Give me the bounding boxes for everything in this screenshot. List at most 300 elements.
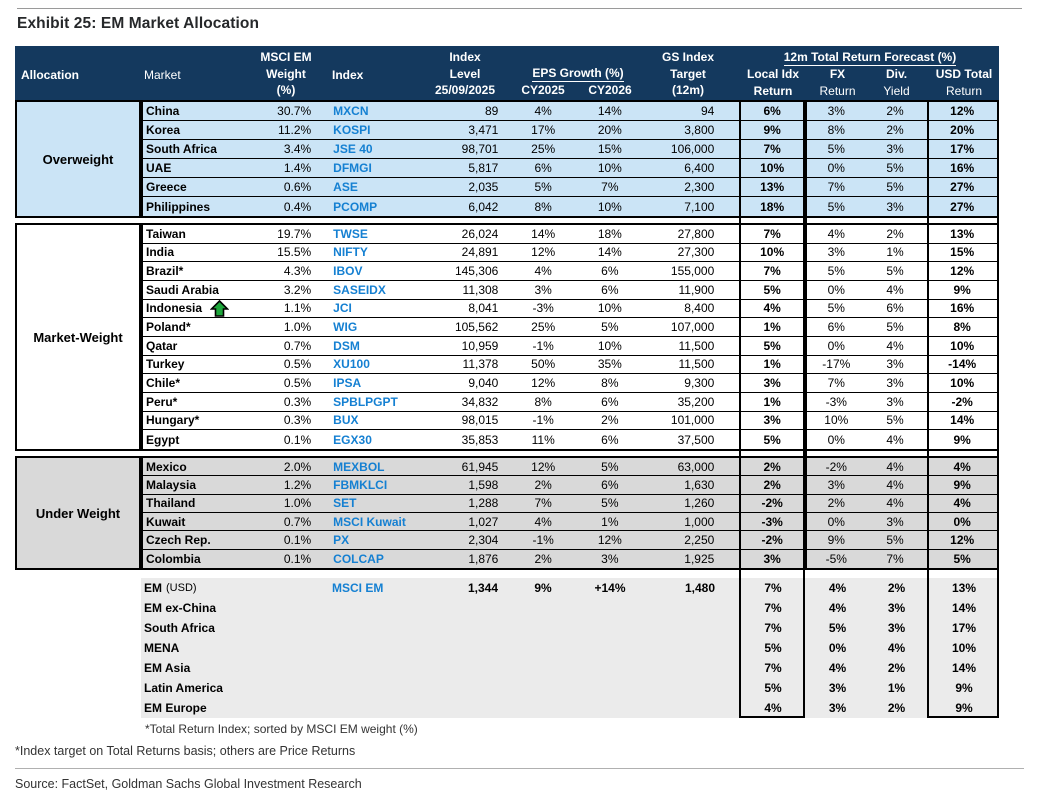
local-return-cell: 3% — [763, 413, 781, 428]
eps-cy2025-cell: 8% — [534, 199, 552, 214]
usd-return-cell: 10% — [951, 641, 977, 655]
eps-cy2026-cell: 8% — [601, 376, 619, 391]
weight-cell: 0.7% — [283, 514, 312, 529]
col-header-div: Div. Yield — [883, 67, 910, 98]
fx-return-cell: 2% — [827, 496, 845, 511]
col-header-allocation: Allocation — [21, 68, 80, 82]
eps-cy2025-cell: 4% — [534, 104, 552, 118]
fx-return-cell: 0% — [828, 641, 847, 655]
table-row — [143, 121, 997, 140]
table-row — [143, 140, 997, 159]
fx-return-cell: 4% — [827, 226, 845, 241]
gs-target-cell: 63,000 — [677, 459, 715, 474]
index-ticker-cell: SPBLPGPT — [333, 394, 398, 409]
gs-target-cell: 6,400 — [684, 161, 715, 175]
table-row — [143, 550, 997, 568]
index-level-cell: 1,344 — [467, 581, 498, 595]
usd-return-cell: 16% — [950, 161, 975, 175]
fx-return-cell: 5% — [827, 301, 845, 316]
gs-target-cell: 9,300 — [684, 376, 715, 391]
index-level-cell: 1,876 — [468, 551, 499, 566]
summary-row — [141, 658, 999, 678]
market-cell: Mexico — [146, 459, 187, 474]
index-ticker-cell: COLCAP — [333, 551, 384, 566]
usd-return-cell: 9% — [953, 432, 971, 447]
local-return-cell: 4% — [764, 701, 782, 715]
usd-return-cell: 4% — [953, 459, 971, 474]
col-header-level: Index Level 25/09/2025 — [434, 50, 496, 97]
div-yield-cell: 3% — [886, 357, 904, 372]
fx-return-cell: 3% — [827, 477, 845, 492]
table-row — [143, 374, 997, 393]
eps-cy2025-cell: 5% — [534, 180, 552, 194]
market-cell: Korea — [146, 123, 181, 137]
div-yield-cell: 3% — [887, 621, 906, 635]
allocation-label-mw: Market-Weight — [15, 223, 141, 451]
div-yield-cell: 2% — [887, 661, 906, 675]
weight-cell: 0.5% — [283, 357, 312, 372]
usd-return-cell: -2% — [951, 394, 973, 409]
gs-target-cell: 1,925 — [684, 551, 715, 566]
eps-cy2025-cell — [511, 658, 575, 678]
gs-target-cell: 106,000 — [670, 142, 715, 156]
fx-return-cell: -2% — [825, 459, 847, 474]
market-cell: China — [146, 104, 180, 118]
usd-return-cell: 14% — [950, 413, 975, 428]
fx-return-cell: 4% — [828, 581, 847, 595]
local-return-cell: 1% — [763, 357, 781, 372]
table-row — [143, 225, 997, 244]
weight-cell: 2.0% — [283, 459, 312, 474]
index-level-cell: 105,562 — [454, 320, 499, 335]
eps-cy2025-cell: 7% — [534, 496, 552, 511]
eps-cy2025-cell: -1% — [532, 532, 554, 547]
eps-cy2026-cell — [575, 658, 645, 678]
gs-target-cell: 37,500 — [677, 432, 715, 447]
market-cell: Kuwait — [146, 514, 186, 529]
usd-return-cell: -14% — [948, 357, 977, 372]
summary-label-cell: EM Europe — [144, 701, 207, 715]
summary-row — [141, 598, 999, 618]
gs-target-cell: 1,630 — [684, 477, 715, 492]
index-ticker-cell — [319, 638, 419, 658]
summary-label-cell: South Africa — [144, 621, 215, 635]
table-footnote: *Total Return Index; sorted by MSCI EM weight (%) — [145, 722, 418, 736]
usd-return-cell: 9% — [953, 477, 971, 492]
eps-cy2026-cell: 5% — [601, 459, 619, 474]
eps-cy2026-cell: 10% — [597, 338, 622, 353]
gs-target-cell: 2,300 — [684, 180, 715, 194]
summary-block — [141, 578, 999, 718]
eps-cy2025-cell — [511, 618, 575, 638]
eps-cy2025-cell: 3% — [534, 282, 552, 297]
summary-row — [141, 678, 999, 698]
index-level-cell: 98,015 — [461, 413, 499, 428]
col-header-usd: USD Total Return — [935, 67, 993, 98]
weight-cell: 1.0% — [283, 320, 312, 335]
usd-return-cell: 13% — [950, 226, 975, 241]
usd-return-cell: 12% — [950, 264, 975, 279]
table-row — [143, 458, 997, 476]
usd-return-cell: 8% — [953, 320, 971, 335]
local-return-cell: 9% — [763, 123, 781, 137]
div-yield-cell: 2% — [886, 123, 904, 137]
local-return-cell: 10% — [760, 161, 785, 175]
eps-cy2026-cell — [575, 618, 645, 638]
summary-label-suffix: (USD) — [166, 582, 197, 594]
fx-return-cell: 5% — [827, 199, 845, 214]
index-level-cell: 3,471 — [468, 123, 499, 137]
div-yield-cell: 5% — [886, 532, 904, 547]
index-level-cell: 11,308 — [462, 282, 499, 297]
div-yield-cell: 4% — [886, 496, 904, 511]
index-level-cell: 2,035 — [468, 180, 499, 194]
usd-return-cell: 9% — [955, 681, 973, 695]
eps-cy2025-cell: 8% — [534, 394, 552, 409]
div-yield-cell: 3% — [887, 601, 906, 615]
table-row — [143, 412, 997, 431]
index-ticker-cell: EGX30 — [333, 432, 372, 447]
gs-target-cell: 1,000 — [684, 514, 715, 529]
index-level-cell: 5,817 — [468, 161, 499, 175]
eps-cy2025-cell: 25% — [531, 142, 556, 156]
col-header-market: Market — [144, 68, 181, 82]
table-row — [143, 300, 997, 319]
index-level-cell: 24,891 — [461, 245, 499, 260]
gs-target-cell: 1,260 — [684, 496, 715, 511]
table-header — [15, 46, 999, 100]
usd-return-cell: 17% — [950, 142, 975, 156]
div-yield-cell: 4% — [886, 459, 904, 474]
weight-cell: 1.4% — [283, 161, 312, 175]
index-ticker-cell: MXCN — [333, 104, 369, 118]
fx-return-cell: 5% — [827, 264, 845, 279]
usd-return-cell: 27% — [950, 180, 975, 194]
index-level-cell: 1,027 — [468, 514, 499, 529]
div-yield-cell: 4% — [886, 432, 904, 447]
weight-cell: 1.2% — [283, 477, 312, 492]
local-return-cell: 4% — [763, 301, 781, 316]
div-yield-cell: 3% — [886, 514, 904, 529]
gs-target-cell: 101,000 — [670, 413, 715, 428]
table-row — [143, 197, 997, 216]
summary-label-cell: Latin America — [144, 681, 223, 695]
index-level-cell: 1,598 — [468, 477, 499, 492]
index-level-cell: 145,306 — [454, 264, 499, 279]
fx-return-cell: 3% — [828, 701, 847, 715]
index-ticker-cell: IBOV — [333, 264, 363, 279]
weight-cell: 0.1% — [283, 532, 312, 547]
fx-return-cell: 7% — [827, 180, 845, 194]
index-ticker-cell: PCOMP — [333, 199, 378, 214]
weight-cell: 11.2% — [278, 123, 312, 137]
eps-cy2026-cell: 20% — [597, 123, 622, 137]
fx-return-cell: 5% — [828, 621, 847, 635]
table-row — [143, 430, 997, 449]
eps-cy2026-cell: 35% — [597, 357, 622, 372]
table-row — [143, 495, 997, 513]
index-ticker-cell: TWSE — [333, 226, 368, 241]
index-ticker-cell: IPSA — [333, 376, 362, 391]
index-ticker-cell: MSCI EM — [332, 581, 384, 595]
index-ticker-cell — [319, 678, 419, 698]
weight-cell: 0.1% — [283, 551, 312, 566]
fx-return-cell: 3% — [827, 104, 845, 118]
market-cell: India — [146, 245, 175, 260]
index-ticker-cell: XU100 — [333, 357, 370, 372]
summary-label-cell: EM ex-China — [144, 601, 217, 615]
market-cell: Egypt — [146, 432, 180, 447]
table-row — [143, 393, 997, 412]
div-yield-cell: 2% — [886, 226, 904, 241]
eps-cy2025-cell: 12% — [531, 376, 556, 391]
index-level-cell: 10,959 — [461, 338, 499, 353]
div-yield-cell: 7% — [886, 551, 904, 566]
index-ticker-cell — [319, 598, 419, 618]
gs-target-cell: 27,800 — [677, 226, 715, 241]
eps-cy2026-cell: 10% — [597, 199, 622, 214]
index-level-cell — [419, 678, 511, 698]
eps-cy2026-cell — [575, 698, 645, 718]
market-cell: Taiwan — [146, 226, 186, 241]
div-yield-cell: 5% — [886, 180, 904, 194]
allocation-label-uw: Under Weight — [15, 456, 141, 570]
index-level-cell: 61,945 — [461, 459, 499, 474]
table-row — [143, 262, 997, 281]
summary-row — [141, 638, 999, 658]
index-level-cell: 34,832 — [461, 394, 499, 409]
index-level-cell — [419, 658, 511, 678]
usd-return-cell: 5% — [953, 551, 971, 566]
weight-cell: 4.3% — [283, 264, 312, 279]
local-return-cell: 7% — [764, 661, 782, 675]
fx-return-cell: 4% — [828, 601, 847, 615]
gs-target-cell: 11,900 — [678, 282, 715, 297]
col-header-eps-group: EPS Growth (%) — [532, 66, 624, 80]
usd-return-cell: 10% — [950, 376, 975, 391]
weight-cell: 0.7% — [283, 338, 312, 353]
local-return-cell: 1% — [763, 394, 781, 409]
local-return-cell: 10% — [760, 245, 785, 260]
index-ticker-cell: MSCI Kuwait — [333, 514, 406, 529]
index-ticker-cell: JSE 40 — [333, 142, 373, 156]
market-cell: Czech Rep. — [146, 532, 211, 547]
col-header-cy2025: CY2025 — [521, 83, 565, 97]
weight-cell: 0.6% — [283, 180, 312, 194]
index-level-cell: 1,288 — [468, 496, 499, 511]
fx-return-cell: 0% — [827, 514, 845, 529]
usd-return-cell: 20% — [950, 123, 975, 137]
eps-cy2026-cell: 2% — [601, 413, 619, 428]
table-row — [143, 178, 997, 197]
div-yield-cell: 5% — [886, 320, 904, 335]
local-return-cell: 5% — [764, 641, 782, 655]
index-level-cell: 98,701 — [461, 142, 499, 156]
index-level-cell: 8,041 — [468, 301, 499, 316]
local-return-cell: 3% — [763, 376, 781, 391]
index-ticker-cell: DFMGI — [333, 161, 372, 175]
eps-cy2025-cell — [511, 678, 575, 698]
gs-target-cell: 7,100 — [684, 199, 715, 214]
div-yield-cell: 2% — [887, 581, 906, 595]
local-return-cell: 7% — [764, 601, 782, 615]
market-cell: Colombia — [146, 551, 201, 566]
index-ticker-cell — [319, 658, 419, 678]
div-yield-cell: 5% — [886, 161, 904, 175]
div-yield-cell: 2% — [886, 104, 904, 118]
index-ticker-cell: PX — [333, 532, 350, 547]
weight-cell: 3.2% — [283, 282, 312, 297]
index-ticker-cell: FBMKLCI — [333, 477, 388, 492]
weight-cell: 0.4% — [283, 199, 312, 214]
index-ticker-cell — [319, 698, 419, 718]
market-cell: Chile* — [146, 376, 181, 391]
gs-target-cell: 1,480 — [684, 581, 715, 595]
index-ticker-cell: SASEIDX — [333, 282, 386, 297]
col-header-forecast-group: 12m Total Return Forecast (%) — [783, 50, 957, 64]
usd-return-cell: 15% — [950, 245, 975, 260]
div-yield-cell: 5% — [886, 413, 904, 428]
usd-return-cell: 27% — [950, 199, 975, 214]
gs-target-cell: 11,500 — [678, 357, 715, 372]
div-yield-cell: 1% — [886, 245, 904, 260]
eps-cy2025-cell: 4% — [534, 264, 552, 279]
gs-target-cell: 3,800 — [684, 123, 715, 137]
table-row — [143, 356, 997, 375]
table-row — [143, 337, 997, 356]
summary-row — [141, 618, 999, 638]
local-return-cell: 6% — [763, 104, 781, 118]
eps-cy2025-cell: 2% — [534, 551, 552, 566]
local-return-cell: 5% — [763, 338, 781, 353]
eps-cy2026-cell: 6% — [601, 432, 619, 447]
footer-divider — [15, 768, 1024, 769]
index-level-cell: 89 — [484, 104, 499, 118]
eps-cy2026-cell: +14% — [594, 581, 626, 595]
fx-return-cell: 5% — [827, 142, 845, 156]
eps-cy2026-cell: 7% — [601, 180, 619, 194]
eps-cy2026-cell — [575, 638, 645, 658]
table-row — [143, 102, 997, 121]
index-level-cell: 35,853 — [461, 432, 499, 447]
market-cell: Thailand — [146, 496, 196, 511]
fx-return-cell: -3% — [825, 394, 847, 409]
col-header-weight: MSCI EM Weight (%) — [260, 50, 312, 97]
gs-target-cell: 8,400 — [684, 301, 715, 316]
market-cell: Poland* — [146, 320, 191, 335]
gs-target-cell: 94 — [700, 104, 715, 118]
usd-return-cell: 4% — [953, 496, 971, 511]
weight-cell: 0.3% — [283, 394, 312, 409]
gs-target-cell: 35,200 — [677, 394, 715, 409]
market-cell: Qatar — [146, 338, 178, 353]
col-header-cy2026: CY2026 — [588, 83, 632, 97]
index-level-cell: 11,378 — [462, 357, 499, 372]
summary-row — [141, 578, 999, 598]
eps-cy2025-cell: 11% — [531, 432, 555, 447]
eps-cy2026-cell: 1% — [601, 514, 619, 529]
table-row — [143, 476, 997, 494]
div-yield-cell: 4% — [886, 338, 904, 353]
usd-return-cell: 10% — [950, 338, 975, 353]
div-yield-cell: 3% — [886, 376, 904, 391]
up-arrow-icon — [210, 300, 229, 317]
weight-cell: 1.1% — [283, 301, 312, 316]
top-divider — [17, 8, 1022, 9]
local-return-cell: 5% — [764, 681, 782, 695]
group-block-uw — [141, 456, 999, 570]
market-cell: Saudi Arabia — [146, 282, 219, 297]
fx-return-cell: 7% — [827, 376, 845, 391]
weight-cell: 1.0% — [283, 496, 312, 511]
eps-cy2026-cell: 12% — [597, 532, 622, 547]
gs-target-cell: 2,250 — [684, 532, 715, 547]
div-yield-cell: 3% — [886, 199, 904, 214]
market-cell: Philippines — [146, 199, 211, 214]
market-cell: Malaysia — [146, 477, 197, 492]
index-ticker-cell: JCI — [333, 301, 352, 316]
source-line: Source: FactSet, Goldman Sachs Global Investment Research — [15, 777, 362, 791]
local-return-cell: 3% — [763, 551, 781, 566]
eps-cy2026-cell: 3% — [601, 551, 619, 566]
eps-cy2025-cell: 12% — [531, 459, 556, 474]
gs-target-cell — [645, 698, 741, 718]
div-yield-cell: 1% — [887, 681, 906, 695]
local-return-cell: 2% — [763, 477, 781, 492]
usd-return-cell: 9% — [953, 282, 971, 297]
index-level-cell: 6,042 — [468, 199, 499, 214]
local-return-cell: 7% — [764, 621, 782, 635]
local-return-cell: 7% — [763, 142, 781, 156]
eps-cy2026-cell — [575, 598, 645, 618]
eps-cy2025-cell: 6% — [534, 161, 552, 175]
fx-return-cell: 3% — [827, 245, 845, 260]
usd-return-cell: 0% — [953, 514, 971, 529]
eps-cy2026-cell: 5% — [601, 496, 619, 511]
weight-cell: 30.7% — [277, 104, 312, 118]
index-level-cell: 9,040 — [468, 376, 499, 391]
market-cell: Indonesia — [143, 300, 254, 318]
market-cell: Peru* — [146, 394, 178, 409]
eps-cy2025-cell: 25% — [531, 320, 556, 335]
usd-return-cell: 17% — [951, 621, 977, 635]
index-level-cell: 2,304 — [468, 532, 499, 547]
eps-cy2025-cell: 50% — [531, 357, 556, 372]
index-ticker-cell: ASE — [333, 180, 358, 194]
col-header-target: GS Index Target (12m) — [661, 50, 714, 97]
em-allocation-table — [15, 46, 999, 746]
weight-cell: 0.5% — [283, 376, 312, 391]
weight-cell: 0.1% — [283, 432, 312, 447]
index-ticker-cell: NIFTY — [333, 245, 368, 260]
summary-label-cell: MENA — [144, 641, 180, 655]
weight-cell: 15.5% — [277, 245, 312, 260]
local-return-cell: 13% — [760, 180, 785, 194]
eps-cy2025-cell: -1% — [532, 413, 554, 428]
div-yield-cell: 4% — [887, 641, 906, 655]
eps-cy2025-cell: 14% — [531, 226, 556, 241]
fx-return-cell: 9% — [827, 532, 845, 547]
index-ticker-cell: KOSPI — [333, 123, 371, 137]
index-target-footnote: *Index target on Total Returns basis; others are Price Returns — [15, 744, 356, 758]
local-return-cell: -2% — [761, 532, 783, 547]
usd-return-cell: 9% — [955, 701, 973, 715]
usd-return-cell: 12% — [950, 104, 975, 118]
eps-cy2026-cell: 14% — [597, 245, 622, 260]
eps-cy2026-cell: 5% — [601, 320, 619, 335]
weight-cell: 0.3% — [283, 413, 312, 428]
group-block-mw — [141, 223, 999, 451]
